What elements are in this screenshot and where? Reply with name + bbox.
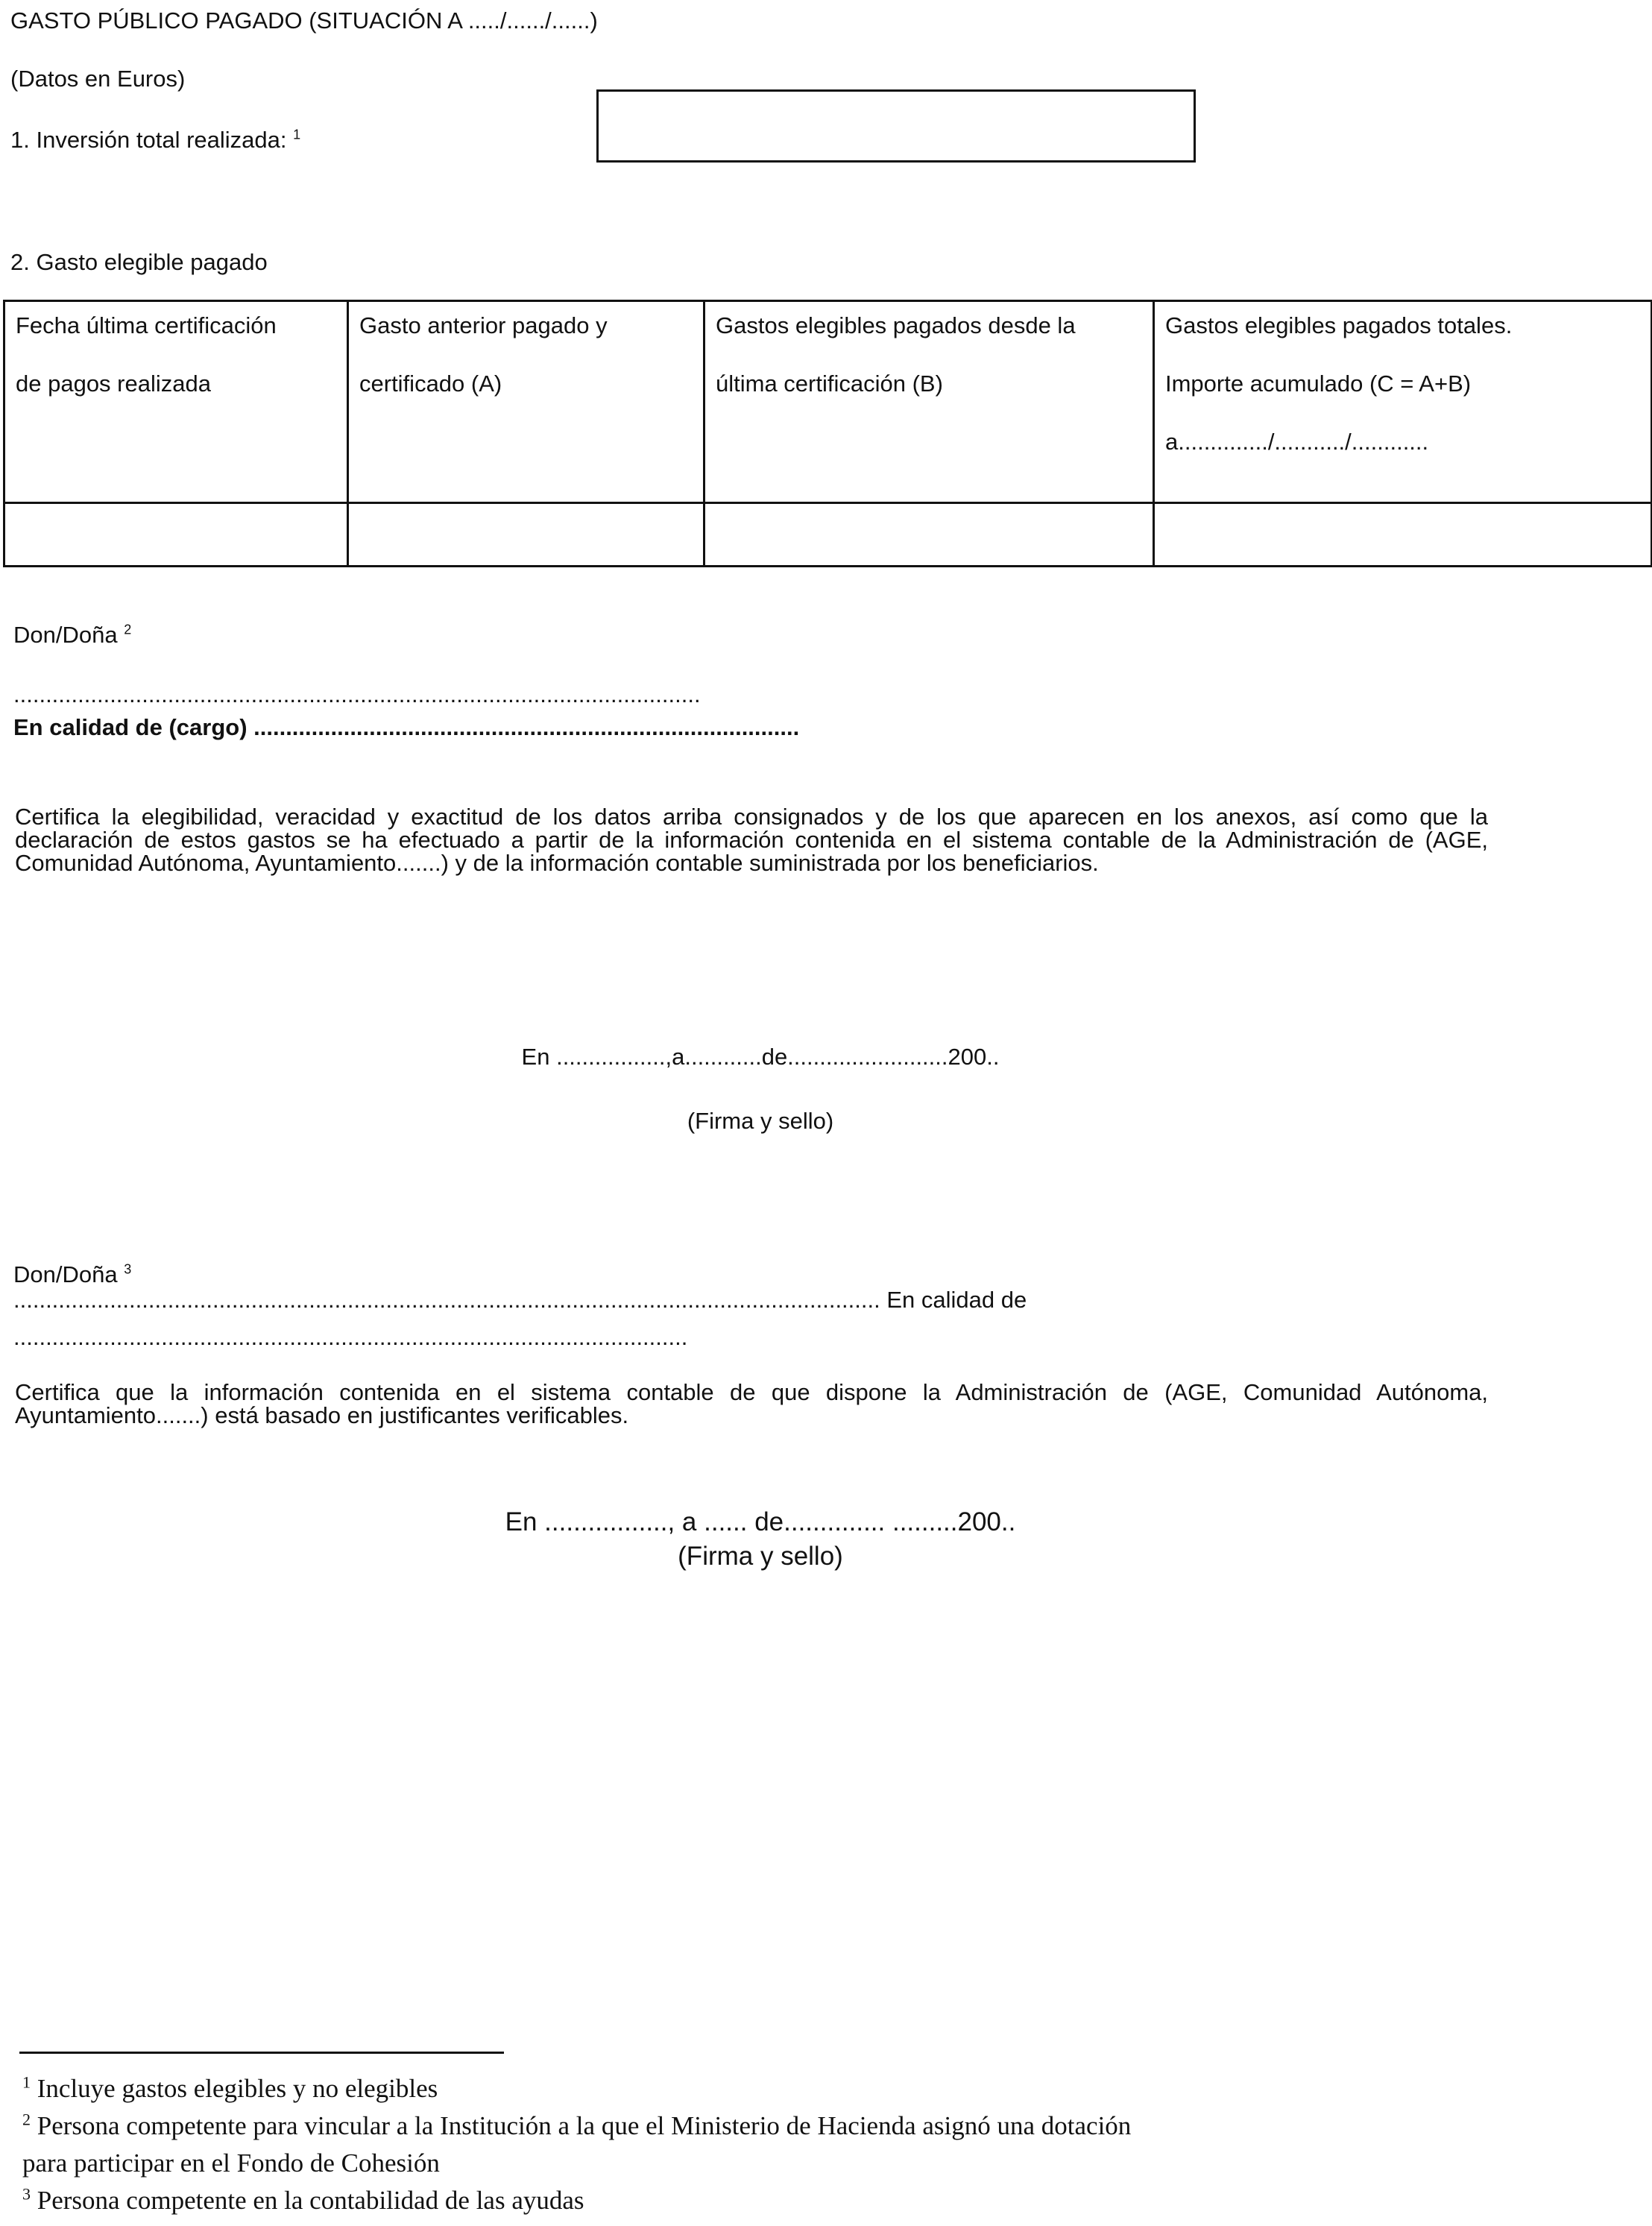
total-investment-label-text: 1. Inversión total realizada: [10,127,287,153]
eligible-expense-label: 2. Gasto elegible pagado [10,249,268,275]
signature-label-2: (Firma y sello) [678,1542,843,1571]
cell-previous-expense[interactable] [348,503,704,567]
column-header-previous-expense [348,301,704,503]
column-header-expenses-since-last [704,301,1154,503]
footnote-3 [22,2186,584,2216]
don-dona-label-1 [13,622,131,649]
footnote-text: Persona competente en la contabilidad de las ayudas [37,2186,584,2215]
header-line: Gasto anterior pagado y [359,312,608,338]
certification-text-1: Certifica la elegibilidad, veracidad y exactitud de los datos arriba consignados y de los que aparecen en los anexos, así como que la declaración de estos gastos se ha efectuado a partir de la información contenida en el sistema contable de la Administración de (AGE, Comunidad Autónoma, Ayuntamiento.......) y de la información contable suministrada por los beneficiarios. [15,804,1488,876]
total-investment-field[interactable] [596,89,1196,163]
column-header-total-expenses [1154,301,1652,503]
header-line: Gastos elegibles pagados totales. [1165,312,1513,338]
don-dona-text: Don/Doña [13,1261,118,1287]
footnote-text: Persona competente para vincular a la Institución a la que el Ministerio de Hacienda asignó una dotación [37,2111,1132,2140]
footnote-number: 2 [22,2110,31,2129]
header-line: Gastos elegibles pagados desde la [716,312,1076,338]
total-investment-label [10,127,300,154]
eligible-expense-table [3,300,1652,567]
don-dona-label-2 [13,1261,131,1288]
page-title: GASTO PÚBLICO PAGADO (SITUACIÓN A ...../....../......) [10,7,598,34]
place-date-line-1[interactable]: En .................,a............de.........................200.. [521,1044,1000,1070]
footnote-text: Incluye gastos elegibles y no elegibles [37,2074,438,2103]
footnote-text: para participar en el Fondo de Cohesión [22,2148,440,2178]
name-line-2[interactable]: ....................................................................................................................................... En calidad de [13,1287,1027,1313]
footnote-1 [22,2074,438,2104]
header-line: Importe acumulado (C = A+B) [1165,371,1472,397]
header-line: de pagos realizada [16,371,211,397]
header-date-line: a............../.........../............ [1165,429,1429,455]
footnote-separator [19,2052,504,2054]
don-dona-text: Don/Doña [13,622,118,648]
footnote-2 [22,2111,1131,2141]
name-line-1[interactable]: ........................................................................................................... [13,681,701,707]
footnote-ref-2: 2 [124,622,132,637]
table-header-row [4,301,1652,503]
footnote-number: 3 [22,2184,31,2204]
cell-last-certification-date[interactable] [4,503,348,567]
units-note: (Datos en Euros) [10,66,186,92]
table-row [4,503,1652,567]
cell-expenses-since-last[interactable] [704,503,1154,567]
footnote-2-continuation [22,2148,440,2178]
header-line: Fecha última certificación [16,312,277,338]
signature-label-1: (Firma y sello) [687,1108,834,1134]
footnote-ref-3: 3 [124,1261,132,1277]
footnote-ref-1: 1 [293,127,301,142]
place-date-line-2[interactable]: En ................., a ...... de.............. .........200.. [505,1507,1016,1536]
cargo-line[interactable]: En calidad de (cargo) ..................................................................................... [13,714,800,740]
column-header-last-certification-date [4,301,348,503]
certification-text-2: Certifica que la información contenida en el sistema contable de que dispone la Administración de (AGE, Comunidad Autónoma, Ayuntamiento.......) está basado en justificantes verificables. [15,1379,1488,1428]
footnote-number: 1 [22,2072,31,2092]
name-line-2b[interactable]: ......................................................................................................... [13,1324,688,1350]
header-line: certificado (A) [359,371,502,397]
header-line: última certificación (B) [716,371,943,397]
cell-total-expenses[interactable] [1154,503,1652,567]
